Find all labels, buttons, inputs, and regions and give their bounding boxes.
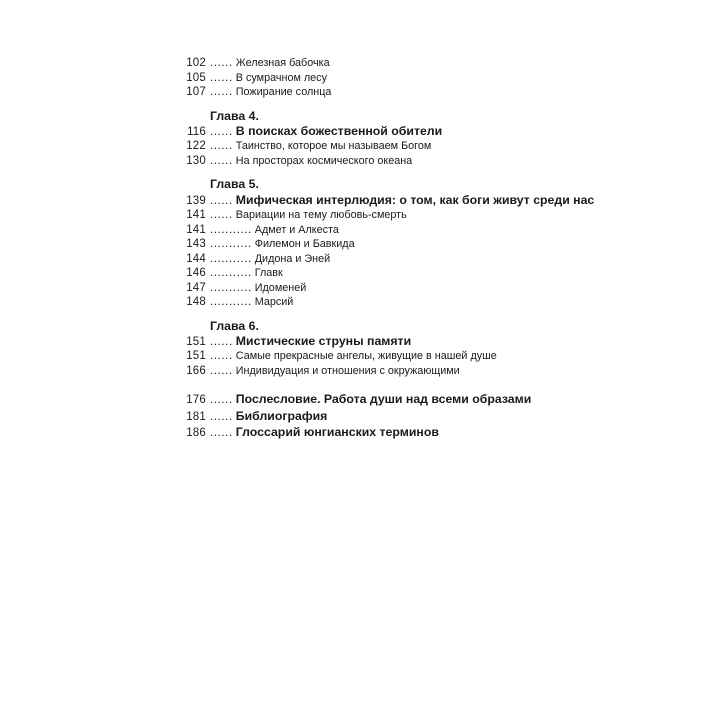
toc-leader-dots: ...... xyxy=(210,394,233,407)
toc-page-number: 151 xyxy=(186,350,206,363)
toc-leader-dots: ...... xyxy=(210,209,233,222)
toc-entry[interactable] xyxy=(176,410,596,424)
toc-page-number: 107 xyxy=(186,86,206,98)
toc-page-number: 141 xyxy=(186,209,206,222)
toc-leader-dots: ........... xyxy=(210,281,252,294)
toc-page-number: 148 xyxy=(186,296,206,309)
toc-entry[interactable] xyxy=(176,366,596,378)
toc-entry[interactable] xyxy=(176,125,596,139)
toc-leader-dots: ........... xyxy=(210,238,252,251)
toc-leader-dots: ........... xyxy=(210,223,252,236)
toc-page-number: 147 xyxy=(186,281,206,294)
toc-entry[interactable] xyxy=(176,297,596,309)
toc-page-number: 151 xyxy=(186,335,206,348)
toc-entry[interactable] xyxy=(176,58,596,70)
toc-entry-title: Послесловие. Работа души над всеми образами xyxy=(235,392,532,407)
toc-page-number: 176 xyxy=(186,394,206,407)
toc-leader-dots: ...... xyxy=(210,71,233,84)
toc-entry[interactable] xyxy=(176,210,596,222)
toc-page-number: 146 xyxy=(186,267,206,280)
toc-entry[interactable] xyxy=(176,393,596,407)
toc-leader-dots: ...... xyxy=(210,335,233,348)
toc-entry-title: Главк xyxy=(254,267,283,280)
toc-leader-dots: ...... xyxy=(210,350,233,363)
toc-leader-dots: ...... xyxy=(210,86,233,98)
toc-page-number: 181 xyxy=(186,410,206,423)
toc-entry-title: Индивидуация и отношения с окружающими xyxy=(235,364,460,377)
toc-entry-title: Глоссарий юнгианских терминов xyxy=(235,425,439,440)
toc-leader-dots: ........... xyxy=(210,296,252,309)
toc-entry-title: Библиография xyxy=(235,408,328,423)
toc-page-number: 139 xyxy=(186,194,206,207)
toc-entry-title: Мифическая интерлюдия: о том, как боги живут среди нас xyxy=(235,192,595,207)
toc-entry-title: Самые прекрасные ангелы, живущие в нашей душе xyxy=(235,350,497,363)
toc-entry-title: Марсий xyxy=(254,296,294,309)
toc-leader-dots: ...... xyxy=(210,427,233,440)
toc-page-number: 102 xyxy=(186,57,206,69)
toc-page-number: 122 xyxy=(186,140,206,153)
toc-leader-dots: ...... xyxy=(210,140,233,153)
toc-entry-title: Филемон и Бавкида xyxy=(254,238,355,251)
toc-entry-title: Таинство, которое мы называем Богом xyxy=(235,140,432,153)
toc-entry-title: Вариации на тему любовь-смерть xyxy=(235,209,407,222)
toc-entry-title: Мистические струны памяти xyxy=(235,333,412,348)
toc-page-number: 141 xyxy=(186,223,206,236)
toc-leader-dots: ...... xyxy=(210,125,233,138)
toc-entry-title: Адмет и Алкеста xyxy=(254,223,339,236)
toc-entry[interactable] xyxy=(176,335,596,349)
toc-leader-dots: ...... xyxy=(210,364,233,377)
toc-entry-title: Железная бабочка xyxy=(235,57,330,69)
toc-entry-title: На просторах космического океана xyxy=(235,154,413,167)
toc-entry[interactable] xyxy=(176,239,596,251)
toc-leader-dots: ...... xyxy=(210,194,233,207)
chapter-heading: Глава 5. xyxy=(210,177,259,192)
table-of-contents xyxy=(176,58,596,443)
toc-entry[interactable] xyxy=(176,87,596,99)
toc-entry-title: В сумрачном лесу xyxy=(235,71,327,84)
toc-leader-dots: ...... xyxy=(210,57,233,69)
toc-entry[interactable] xyxy=(176,225,596,237)
toc-page-number: 186 xyxy=(186,427,206,440)
toc-page-number: 143 xyxy=(186,238,206,251)
toc-entry[interactable] xyxy=(176,141,596,153)
chapter-heading: Глава 6. xyxy=(210,318,259,333)
toc-entry[interactable] xyxy=(176,283,596,295)
toc-leader-dots: ...... xyxy=(210,410,233,423)
toc-entry[interactable] xyxy=(176,156,596,168)
toc-entry[interactable] xyxy=(176,254,596,266)
toc-page-number: 166 xyxy=(186,364,206,377)
toc-entry[interactable] xyxy=(176,73,596,85)
toc-page-number: 130 xyxy=(186,154,206,167)
toc-entry[interactable] xyxy=(176,426,596,440)
toc-leader-dots: ........... xyxy=(210,267,252,280)
toc-leader-dots: ...... xyxy=(210,154,233,167)
toc-entry[interactable] xyxy=(176,268,596,280)
chapter-heading: Глава 4. xyxy=(210,108,259,123)
toc-page-number: 144 xyxy=(186,252,206,265)
toc-entry[interactable] xyxy=(176,194,596,208)
toc-entry-title: Пожирание солнца xyxy=(235,86,332,98)
toc-leader-dots: ........... xyxy=(210,252,252,265)
toc-entry-title: В поисках божественной обители xyxy=(235,123,443,138)
toc-page-number: 105 xyxy=(186,71,206,84)
toc-entry-title: Идоменей xyxy=(254,281,307,294)
toc-entry[interactable] xyxy=(176,351,596,363)
toc-entry-title: Дидона и Эней xyxy=(254,252,331,265)
toc-page-number: 116 xyxy=(187,125,206,138)
